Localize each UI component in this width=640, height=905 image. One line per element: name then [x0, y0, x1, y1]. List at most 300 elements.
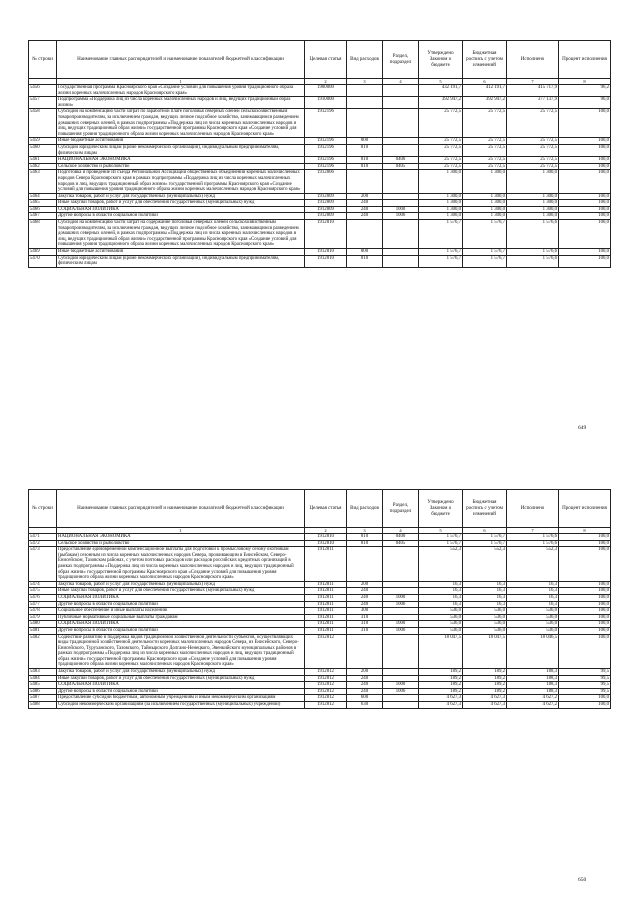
table-row [29, 85, 611, 97]
table-row [29, 206, 611, 213]
section-code [383, 669, 419, 676]
indicator-name: Подготовка и проведение III съезда Региональной Ассоциации общественных объединений коренных малочисленных народов Севера Красноярского края в рамках подпрограммы «Поддержка лиц из числа коренных малочисленных народов и лиц, ведущих традиционный образ жизни» государственной программы Красноярского края «Создание условий для повышения уровня традиционного образа жизни коренных малочисленных народов Красноярского края» [57, 170, 305, 193]
execution-percent: 100,0 [559, 588, 611, 595]
table-row [29, 601, 611, 608]
expense-kind: 310 [347, 614, 383, 621]
section-code: 1000 [383, 682, 419, 689]
expense-kind: 810 [347, 163, 383, 170]
row-number: 5457 [29, 97, 57, 109]
target-article: 1912811 [305, 588, 347, 595]
table-header-row [29, 490, 611, 528]
target-article: 1912811 [305, 547, 347, 582]
indicator-name: Иные бюджетные ассигнования [57, 138, 305, 145]
section-code: 1000 [383, 621, 419, 628]
execution-percent: 100,0 [559, 163, 611, 170]
row-number: 5467 [29, 213, 57, 220]
table-body [29, 534, 611, 709]
budget-amount: 4 627,3 [463, 702, 507, 709]
indicator-name: Субсидии на компенсацию части затрат на содержание поголовья северных оленей сельскохозяйственным товаропроизводителям, за исключением граждан, ведущих личное подсобное хозяйство, занимающимся разведением домашних северных оленей, в рамках подпрограммы «Поддержка лиц из числа коренных малочисленных народов и лиц, ведущих традиционный образ жизни» государственной программы Красноярского края «Создание условий для повышения уровня традиционного образа жизни коренных малочисленных народов Красноярского края» [57, 220, 305, 249]
target-article: 1912810 [305, 534, 347, 541]
table-header-row [29, 41, 611, 79]
executed-amount: 1 300,0 [507, 193, 559, 200]
execution-percent: 100,0 [559, 702, 611, 709]
table-row [29, 540, 611, 547]
approved-amount: 1 300,0 [419, 170, 463, 193]
row-number: 5474 [29, 581, 57, 588]
indicator-name: Субсидии юридическим лицам (кроме некоммерческих организаций), индивидуальным предпринимателям, физическим лицам [57, 255, 305, 267]
executed-amount: 1 576,6 [507, 534, 559, 541]
expense-kind: 240 [347, 601, 383, 608]
target-article: 1912196 [305, 138, 347, 145]
table-row [29, 170, 611, 193]
page-number: 649 [578, 425, 587, 431]
header-budget: Бюджетная роспись с учетом изменений [463, 490, 507, 528]
executed-amount: 536,0 [507, 608, 559, 615]
execution-percent: 99,5 [559, 675, 611, 682]
row-number: 5488 [29, 702, 57, 709]
budget-amount: 189,2 [463, 675, 507, 682]
budget-amount: 1 576,7 [463, 540, 507, 547]
row-number: 5486 [29, 688, 57, 695]
colnum: 8 [559, 528, 611, 534]
row-number: 5468 [29, 220, 57, 249]
budget-amount: 1 300,0 [463, 200, 507, 207]
target-article: 1912196 [305, 163, 347, 170]
budget-amount: 536,0 [463, 627, 507, 634]
row-number: 5464 [29, 193, 57, 200]
indicator-name: Субсидии юридическим лицам (кроме некоммерческих организаций), индивидуальным предпринимателям, физическим лицам [57, 144, 305, 156]
approved-amount: 392 947,2 [419, 97, 463, 109]
header-percent: Процент исполнения [559, 41, 611, 79]
expense-kind: 810 [347, 157, 383, 164]
target-article: 1912812 [305, 688, 347, 695]
budget-amount: 189,2 [463, 669, 507, 676]
execution-percent: 100,0 [559, 220, 611, 249]
executed-amount: 188,3 [507, 688, 559, 695]
executed-amount: 18 046,5 [507, 634, 559, 669]
executed-amount: 25 772,5 [507, 109, 559, 138]
budget-amount: 18 047,5 [463, 634, 507, 669]
indicator-name: Закупка товаров, работ и услуг для государственных (муниципальных) нужд [57, 193, 305, 200]
row-number: 5479 [29, 614, 57, 621]
indicator-name: Подпрограмма «Поддержка лиц из числа коренных малочисленных народов и лиц, ведущих традиционный образ жизни» [57, 97, 305, 109]
colnum: 5 [419, 79, 463, 85]
expense-kind: 240 [347, 688, 383, 695]
budget-amount: 412 191,7 [463, 85, 507, 97]
execution-percent: 100,0 [559, 144, 611, 156]
colnum: 7 [507, 79, 559, 85]
executed-amount: 1 576,6 [507, 249, 559, 256]
header-kind: Вид расходов [347, 490, 383, 528]
section-code [383, 220, 419, 249]
budget-amount: 189,2 [463, 682, 507, 689]
execution-percent: 100,0 [559, 695, 611, 702]
table-row [29, 695, 611, 702]
section-code [383, 695, 419, 702]
expense-kind: 200 [347, 669, 383, 676]
approved-amount: 189,2 [419, 669, 463, 676]
indicator-name: Иные бюджетные ассигнования [57, 249, 305, 256]
executed-amount: 4 627,2 [507, 702, 559, 709]
table-row [29, 138, 611, 145]
section-code [383, 588, 419, 595]
execution-percent: 100,0 [559, 547, 611, 582]
indicator-name: Иные закупки товаров, работ и услуг для обеспечения государственных (муниципальных) нужд [57, 675, 305, 682]
expense-kind: 240 [347, 682, 383, 689]
approved-amount: 16,3 [419, 588, 463, 595]
execution-percent: 100,0 [559, 581, 611, 588]
row-number: 5463 [29, 170, 57, 193]
approved-amount: 536,0 [419, 614, 463, 621]
section-code [383, 200, 419, 207]
executed-amount: 25 772,5 [507, 163, 559, 170]
budget-amount: 392 947,2 [463, 97, 507, 109]
indicator-name: НАЦИОНАЛЬНАЯ ЭКОНОМИКА [57, 534, 305, 541]
execution-percent: 100,0 [559, 594, 611, 601]
row-number: 5458 [29, 109, 57, 138]
approved-amount: 25 772,5 [419, 109, 463, 138]
expense-kind [347, 109, 383, 138]
indicator-name: Другие вопросы в области социальной политики [57, 601, 305, 608]
expense-kind: 630 [347, 702, 383, 709]
indicator-name: Предоставление единовременной компенсационной выплаты для подготовки к промысловому сезону охотникам (рыбакам) сезонным из числа коренных малочисленных народов Севера, проживающим в Енисейском, Северо-Енисейском, Тазовском районах, с учетом почтовых расходов или расходов российских кредитных организаций в рамках подпрограммы «Поддержка лиц из числа коренных малочисленных народов и лиц, ведущих традиционный образ жизни» государственной программы Красноярского края «Создание условий для повышения уровня традиционного образа жизни коренных малочисленных народов Красноярского края» [57, 547, 305, 582]
executed-amount: 16,3 [507, 594, 559, 601]
approved-amount: 189,2 [419, 688, 463, 695]
row-number: 5481 [29, 627, 57, 634]
colnum: 6 [463, 528, 507, 534]
executed-amount: 188,3 [507, 675, 559, 682]
row-number: 5485 [29, 682, 57, 689]
indicator-name: Предоставление субсидий бюджетным, автономным учреждениям и иным некоммерческим организациям [57, 695, 305, 702]
row-number: 5472 [29, 540, 57, 547]
indicator-name: СОЦИАЛЬНАЯ ПОЛИТИКА [57, 682, 305, 689]
executed-amount: 1 576,6 [507, 255, 559, 267]
executed-amount: 188,3 [507, 682, 559, 689]
budget-amount: 1 300,0 [463, 193, 507, 200]
approved-amount: 1 300,0 [419, 206, 463, 213]
expense-kind: 240 [347, 206, 383, 213]
colnum: 3 [347, 79, 383, 85]
target-article: 1912809 [305, 213, 347, 220]
indicator-name: Публичные нормативные социальные выплаты гражданам [57, 614, 305, 621]
target-article: 1912810 [305, 255, 347, 267]
target-article: 1912811 [305, 627, 347, 634]
budget-table [28, 40, 611, 268]
header-name: Наименование главных распорядителей и наименование показателей бюджетной классификации [57, 41, 305, 79]
executed-amount: 188,3 [507, 669, 559, 676]
target-article: 1912812 [305, 634, 347, 669]
section-code: 1000 [383, 594, 419, 601]
target-article: 1912811 [305, 621, 347, 628]
header-section: Раздел, подраздел [383, 41, 419, 79]
target-article: 1912809 [305, 200, 347, 207]
indicator-name: Закупка товаров, работ и услуг для государственных (муниципальных) нужд [57, 669, 305, 676]
executed-amount: 415 717,9 [507, 85, 559, 97]
target-article: 1912812 [305, 675, 347, 682]
expense-kind: 240 [347, 594, 383, 601]
section-code [383, 634, 419, 669]
target-article: 1912811 [305, 601, 347, 608]
execution-percent: 100,0 [559, 534, 611, 541]
table-row [29, 109, 611, 138]
expense-kind [347, 220, 383, 249]
row-number: 5484 [29, 675, 57, 682]
row-number: 5476 [29, 594, 57, 601]
execution-percent: 100,0 [559, 608, 611, 615]
target-article: 1912809 [305, 193, 347, 200]
target-article: 1912812 [305, 682, 347, 689]
executed-amount: 552,3 [507, 547, 559, 582]
table-body [29, 85, 611, 268]
section-code: 0405 [383, 163, 419, 170]
indicator-name: Закупка товаров, работ и услуг для государственных (муниципальных) нужд [57, 581, 305, 588]
colnum: 2 [305, 528, 347, 534]
target-article: 1912810 [305, 220, 347, 249]
expense-kind: 240 [347, 200, 383, 207]
row-number: 5456 [29, 85, 57, 97]
table-row [29, 220, 611, 249]
target-article: 1912196 [305, 157, 347, 164]
table-row [29, 249, 611, 256]
approved-amount: 536,0 [419, 621, 463, 628]
colnum: 2 [305, 79, 347, 85]
section-code: 1006 [383, 688, 419, 695]
row-number: 5462 [29, 163, 57, 170]
indicator-name: Государственная программа Красноярского края «Создание условий для повышения уровня традиционного образа жизни коренных малочисленных народов Красноярского края» [57, 85, 305, 97]
approved-amount: 25 772,5 [419, 157, 463, 164]
expense-kind: 310 [347, 621, 383, 628]
execution-percent: 100,0 [559, 206, 611, 213]
approved-amount: 432 191,7 [419, 85, 463, 97]
approved-amount: 1 300,0 [419, 193, 463, 200]
table-row [29, 97, 611, 109]
section-code [383, 170, 419, 193]
expense-kind: 240 [347, 588, 383, 595]
expense-kind: 810 [347, 540, 383, 547]
row-number: 5466 [29, 206, 57, 213]
approved-amount: 25 772,5 [419, 144, 463, 156]
header-approved: Утверждено Законом о бюджете [419, 490, 463, 528]
table-row [29, 682, 611, 689]
header-kind: Вид расходов [347, 41, 383, 79]
colnum: 4 [383, 79, 419, 85]
expense-kind: 800 [347, 249, 383, 256]
budget-amount: 16,3 [463, 594, 507, 601]
colnum: 5 [419, 528, 463, 534]
indicator-name: Сельское хозяйство и рыболовство [57, 540, 305, 547]
row-number: 5460 [29, 144, 57, 156]
executed-amount: 1 300,0 [507, 200, 559, 207]
row-number: 5469 [29, 249, 57, 256]
row-number: 5459 [29, 138, 57, 145]
budget-amount: 536,0 [463, 608, 507, 615]
budget-amount: 1 576,7 [463, 220, 507, 249]
budget-amount: 1 576,7 [463, 534, 507, 541]
table-row [29, 163, 611, 170]
row-number: 5461 [29, 157, 57, 164]
expense-kind: 200 [347, 581, 383, 588]
section-code: 1006 [383, 213, 419, 220]
target-article: 1910000 [305, 97, 347, 109]
table-row [29, 614, 611, 621]
colnum: 6 [463, 79, 507, 85]
execution-percent: 100,0 [559, 255, 611, 267]
target-article: 1912810 [305, 249, 347, 256]
header-target: Целевая статья [305, 41, 347, 79]
executed-amount: 16,3 [507, 601, 559, 608]
approved-amount: 536,0 [419, 627, 463, 634]
expense-kind [347, 85, 383, 97]
indicator-name: Иные закупки товаров, работ и услуг для обеспечения государственных (муниципальных) нужд [57, 588, 305, 595]
target-article: 1912812 [305, 702, 347, 709]
indicator-name: Социальное обеспечение и иные выплаты населению [57, 608, 305, 615]
table-row [29, 702, 611, 709]
colnum: 4 [383, 528, 419, 534]
budget-amount: 25 772,5 [463, 163, 507, 170]
execution-percent: 100,0 [559, 109, 611, 138]
colnum: 1 [57, 79, 305, 85]
section-code [383, 255, 419, 267]
section-code [383, 581, 419, 588]
header-budget: Бюджетная роспись с учетом изменений [463, 41, 507, 79]
table-row [29, 200, 611, 207]
indicator-name: Другие вопросы в области социальной политики [57, 627, 305, 634]
indicator-name: СОЦИАЛЬНАЯ ПОЛИТИКА [57, 206, 305, 213]
indicator-name: СОЦИАЛЬНАЯ ПОЛИТИКА [57, 621, 305, 628]
approved-amount: 1 300,0 [419, 213, 463, 220]
table-row [29, 547, 611, 582]
row-number: 5475 [29, 588, 57, 595]
table-row [29, 157, 611, 164]
approved-amount: 552,3 [419, 547, 463, 582]
execution-percent: 99,5 [559, 682, 611, 689]
expense-kind: 200 [347, 193, 383, 200]
header-section: Раздел, подраздел [383, 490, 419, 528]
expense-kind: 300 [347, 608, 383, 615]
page-number: 650 [578, 877, 587, 883]
colnum: 8 [559, 79, 611, 85]
row-number: 5483 [29, 669, 57, 676]
section-code [383, 675, 419, 682]
executed-amount: 536,0 [507, 627, 559, 634]
approved-amount: 16,3 [419, 601, 463, 608]
expense-kind: 600 [347, 695, 383, 702]
execution-percent: 100,0 [559, 193, 611, 200]
row-number: 5480 [29, 621, 57, 628]
budget-amount: 536,0 [463, 614, 507, 621]
approved-amount: 18 047,5 [419, 634, 463, 669]
header-name: Наименование главных распорядителей и наименование показателей бюджетной классификации [57, 490, 305, 528]
execution-percent: 100,0 [559, 621, 611, 628]
approved-amount: 1 576,7 [419, 255, 463, 267]
execution-percent: 96,2 [559, 85, 611, 97]
expense-kind: 240 [347, 213, 383, 220]
budget-amount: 1 300,0 [463, 206, 507, 213]
budget-amount: 189,2 [463, 688, 507, 695]
budget-amount: 16,3 [463, 588, 507, 595]
executed-amount: 1 300,0 [507, 213, 559, 220]
executed-amount: 1 300,0 [507, 170, 559, 193]
executed-amount: 377 137,9 [507, 97, 559, 109]
target-article: 1912812 [305, 695, 347, 702]
indicator-name: Сельское хозяйство и рыболовство [57, 163, 305, 170]
budget-amount: 1 300,0 [463, 213, 507, 220]
table-row [29, 581, 611, 588]
target-article: 1912809 [305, 206, 347, 213]
execution-percent: 100,0 [559, 634, 611, 669]
budget-amount: 536,0 [463, 621, 507, 628]
table-row [29, 144, 611, 156]
target-article: 1912196 [305, 144, 347, 156]
row-number: 5478 [29, 608, 57, 615]
executed-amount: 16,3 [507, 581, 559, 588]
budget-amount: 25 772,5 [463, 109, 507, 138]
expense-kind [347, 634, 383, 669]
budget-amount: 4 627,3 [463, 695, 507, 702]
header-executed: Исполнено [507, 41, 559, 79]
execution-percent: 100,0 [559, 200, 611, 207]
approved-amount: 189,2 [419, 682, 463, 689]
executed-amount: 4 627,2 [507, 695, 559, 702]
indicator-name: Другие вопросы в области социальной политики [57, 213, 305, 220]
row-number: 5471 [29, 534, 57, 541]
table-row [29, 608, 611, 615]
execution-percent: 100,0 [559, 213, 611, 220]
approved-amount: 25 772,5 [419, 138, 463, 145]
indicator-name: НАЦИОНАЛЬНАЯ ЭКОНОМИКА [57, 157, 305, 164]
budget-amount: 1 576,7 [463, 249, 507, 256]
section-code: 0405 [383, 540, 419, 547]
section-code [383, 144, 419, 156]
header-row-no: № строки [29, 490, 57, 528]
budget-table [28, 489, 611, 709]
budget-amount: 25 772,5 [463, 157, 507, 164]
section-code [383, 614, 419, 621]
budget-amount: 552,3 [463, 547, 507, 582]
header-executed: Исполнено [507, 490, 559, 528]
section-code [383, 547, 419, 582]
approved-amount: 189,2 [419, 675, 463, 682]
indicator-name: Содействие развитию и поддержка видов традиционной хозяйственной деятельности субъектов, осуществляющих виды традиционной хозяйственной деятельности коренных малочисленных народов Севера, из Енисейского, Северо-Енисейского, Туруханского, Тазовского, Таймырского Долгано-Ненецкого, Эвенкийского муниципальных районов в рамках подпрограммы «Поддержка лиц из числа коренных малочисленных народов и лиц, ведущих традиционный образ жизни» государственной программы Красноярского края «Создание условий для повышения уровня традиционного образа жизни коренных малочисленных народов Красноярского края» [57, 634, 305, 669]
table-row [29, 255, 611, 267]
approved-amount: 16,3 [419, 594, 463, 601]
table-row [29, 594, 611, 601]
indicator-name: Иные закупки товаров, работ и услуг для обеспечения государственных (муниципальных) нужд [57, 200, 305, 207]
header-percent: Процент исполнения [559, 490, 611, 528]
section-code: 1000 [383, 206, 419, 213]
budget-amount: 25 772,5 [463, 138, 507, 145]
indicator-name: Субсидии на компенсацию части затрат по заработной плате поголовья северных оленей сельскохозяйственным товаропроизводителям, за исключением граждан, ведущих личное подсобное хозяйство, занимающимся разведением домашних северных оленей, в рамках подпрограммы «Поддержка лиц из числа коренных малочисленных народов и лиц, ведущих традиционный образ жизни» государственной программы Красноярского края «Создание условий для повышения уровня традиционного образа жизни коренных малочисленных народов Красноярского края» [57, 109, 305, 138]
section-code [383, 109, 419, 138]
section-code [383, 193, 419, 200]
expense-kind: 810 [347, 255, 383, 267]
executed-amount: 1 576,6 [507, 540, 559, 547]
approved-amount: 1 576,7 [419, 540, 463, 547]
approved-amount: 25 772,5 [419, 163, 463, 170]
indicator-name: Субсидии некоммерческим организациям (за исключением государственных (муниципальных) учреждений) [57, 702, 305, 709]
expense-kind: 800 [347, 138, 383, 145]
header-approved: Утверждено Законом о бюджете [419, 41, 463, 79]
execution-percent: 100,0 [559, 249, 611, 256]
approved-amount: 16,3 [419, 581, 463, 588]
expense-kind [347, 547, 383, 582]
expense-kind: 810 [347, 144, 383, 156]
row-number: 5473 [29, 547, 57, 582]
table-row [29, 675, 611, 682]
row-number: 5465 [29, 200, 57, 207]
budget-amount: 25 772,5 [463, 144, 507, 156]
row-number: 5487 [29, 695, 57, 702]
